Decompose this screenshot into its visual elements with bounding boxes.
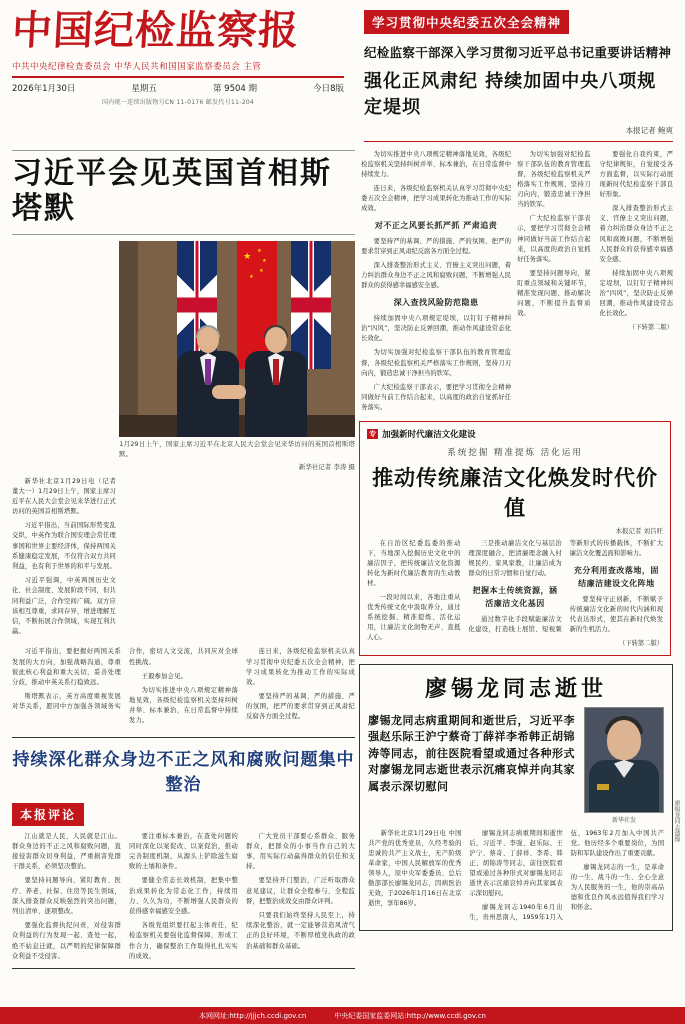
culture-para: 通过数字化手段赋能廉洁文化建设，打造线上展馆、短视频等新形式的传播载体，不断扩大廉洁文化覆盖面和影响力。 (468, 539, 664, 633)
midcol-para: 广大纪检监察干部表示，要把学习贯彻全会精神同做好当前工作结合起来，以高度的政治自觉抓好任务落实。 (361, 383, 512, 411)
commentary-para: 广大党员干部要心系群众、服务群众，把群众的小事当作自己的大事，用实际行动赢得群众的信任和支持。 (246, 832, 356, 871)
midcol-body (361, 150, 511, 413)
photo-credit: 新华社记者 李涛 摄 (298, 462, 356, 471)
obituary-para: 廖锡龙同志病重期间和逝世后，习近平、李强、赵乐际、王沪宁、蔡奇、丁薛祥、李希、韩正、胡锦涛等同志，前往医院看望或通过各种形式对廖锡龙同志逝世表示沉痛哀悼并向其家属表示深切慰问。 (469, 829, 563, 898)
obituary-para: 新华社北京1月29日电 中国共产党的优秀党员，久经考验的忠诚的共产主义战士，无产阶级革命家，中国人民解放军的优秀领导人，原中央军委委员、总后勤部部长廖锡龙同志，因病医治无效，于2026年1月16日在北京逝世，享年86岁。 (368, 829, 462, 908)
lead-para: 习近平指出，当前国际形势变乱交织，中英作为联合国安理会常任理事国和世界主要经济体，保持两国关系健康稳定发展，不仅符合双方共同利益，也有利于世界的和平与发展。 (12, 522, 116, 570)
registration-code: 国内统一连续出版物号CN 11-0176 邮发代号11-204 (101, 99, 255, 106)
commentary-para: 要注重标本兼治，在查处问题的同时深化以案促改、以案促治，推动完善制度机制，从源头上铲除滋生腐败的土壤和条件。 (129, 832, 239, 871)
midcol-subhead: 对不正之风要长抓严抓 严肃追责 (374, 221, 498, 231)
masthead (10, 7, 673, 142)
rightcol-para: 为切实加强对纪检监察干部队伍的教育管理监督，各级纪检监察机关严格落实工作规则，坚持刀刃向内，锻造忠诚干净担当的铁军。 (517, 151, 591, 209)
photo-caption: 1月29日上午，国家主席习近平在北京人民大会堂会见来华访问的英国首相斯塔默。 (119, 440, 356, 458)
top-banner: 学习贯彻中央纪委五次全会精神 (364, 10, 569, 34)
masthead-meta (12, 82, 344, 94)
portrait-side-caption: 廖锡龙同志遗像 (673, 800, 680, 842)
lead-para: 新华社北京1月29日电（记者 董大一）1月29日上午，国家主席习近平在人民大会堂会见来华进行正式访问的英国首相斯塔默。 (12, 477, 116, 516)
culture-tag-label: 加强新时代廉洁文化建设 (382, 429, 476, 440)
paper-title: 中国纪检监察报 (10, 7, 301, 54)
culture-para: 要坚持守正创新，不断赋予传统廉洁文化新的时代内涵和现代表达形式，使其在新时代焕发新的生机活力。 (569, 595, 664, 633)
top-divider (364, 141, 673, 142)
rightcol-continued: （下转第二版） (628, 324, 673, 331)
lead-para: 王毅参加会见。 (141, 672, 188, 680)
commentary-stamp: 本报评论 (12, 803, 84, 826)
culture-para: 在自治区纪委监委的推动下，当地深入挖掘历史文化中的廉洁因子，把传统廉洁文化资源转化为新时代廉洁教育的生动教材。 (367, 539, 461, 588)
culture-kicker: 系统挖掘 精准提炼 活化运用 (447, 447, 583, 458)
midcol-subhead: 深入查找风险防范隐患 (393, 298, 479, 308)
issue-weekday: 星期五 (131, 84, 157, 94)
paper-subtitle: 中共中央纪律检查委员会 中华人民共和国国家监察委员会 主管 (12, 62, 262, 72)
obituary-para: 廖锡龙同志1940年6月出生，贵州思南人，1959年1月入伍，1963年2月加入中国共产党。他历经多个重要岗位，为国防和军队建设作出了重要贡献。 (469, 829, 665, 922)
obituary-portrait-block (584, 707, 664, 824)
rightcol-para: 深入排查整治形式主义、官僚主义突出问题，着力纠治群众身边不正之风和腐败问题，不断增强人民群众的获得感幸福感安全感。 (599, 205, 673, 263)
portrait-credit: 新华社发 (612, 816, 637, 824)
rightcol-para: 要强化自我约束，严守纪律规矩，自觉接受各方面监督，以实际行动展现新时代纪检监察干部良好形象。 (599, 151, 673, 199)
midcol-para: 要坚持严的基调、严的措施、严的氛围，把严的要求贯穿到正风肃纪反腐各方面全过程。 (361, 238, 512, 256)
culture-para: 三是推动廉洁文化与基层治理深度融合，把清廉理念融入村规民约、家风家教，让廉洁成为群众的日常习惯和自觉行动。 (468, 539, 562, 578)
commentary-para: 要坚持开门整治，广泛听取群众意见建议，让群众全程参与、全程监督，把整治成效交由群众评判。 (246, 877, 356, 905)
culture-continued: （下转第二版） (618, 639, 664, 647)
culture-subhead: 充分利用查改落地，固结廉洁建设文化阵地 (573, 565, 659, 588)
lead-para: 习近平强调，中英两国历史文化、社会制度、发展阶段不同，但共同利益广泛，合作空间广阔。双方应该相互尊重，求同存异，增进理解互信，不断拓展合作领域，实现互利共赢。 (12, 577, 116, 636)
commentary-para: 江山就是人民，人民就是江山。群众身边的不正之风和腐败问题，直接侵害群众切身利益，严重损害党群干群关系，必须坚决整治。 (12, 832, 122, 871)
issue-date: 2026年1月30日 (12, 84, 76, 94)
lead-para: 连日来，各级纪检监察机关认真学习贯彻中央纪委五次全会精神，把学习成果转化为推动工作的实际成效。 (246, 648, 356, 686)
rightcol-para: 广大纪检监察干部表示，要把学习贯彻全会精神同做好当前工作结合起来，以高度的政治自觉抓好任务落实。 (517, 215, 591, 263)
lead-body-cont (12, 647, 355, 726)
footer-site-alt[interactable]: 中央纪委国家监委网站:http://www.ccdi.gov.cn (334, 1011, 486, 1020)
tag-mark-icon: 专 (369, 429, 377, 438)
obituary-subtitle: 廖锡龙同志病重期间和逝世后，习近平李强赵乐际王沪宁蔡奇丁薛祥李希韩正胡锦涛等同志，前往医院看望或通过各种形式对廖锡龙同志逝世表示沉痛哀悼并向其家属表示深切慰问 (368, 713, 576, 793)
commentary-title: 持续深化群众身边不正之风和腐败问题集中整治 (12, 749, 355, 795)
top-headline-big: 强化正风肃纪 持续加固中央八项规定堤坝 (364, 71, 657, 118)
rightcol-para: 持续加固中央八项规定堤坝，以钉钉子精神纠治“四风”，坚决防止反弹回潮，推动作风建设常态化长效化。 (599, 269, 673, 317)
page-footer (0, 1007, 685, 1024)
issue-pages: 今日8版 (313, 84, 344, 94)
lead-body (12, 477, 116, 642)
commentary-para: 要强化监督执纪问责，对侵害群众利益的行为发现一起、查处一起，绝不姑息迁就，以严明的纪律保障群众利益不受侵害。 (12, 922, 122, 960)
commentary-para: 要坚持问题导向，紧盯教育、医疗、养老、社保、住房等民生领域，深入排查群众反映强烈的突出问题，列出清单、逐项整改。 (12, 877, 122, 915)
commentary-para: 各级党组织要扛起主体责任，纪检监察机关要强化监督保障，形成工作合力，确保整治工作取得扎扎实实的成效。 (129, 922, 239, 960)
top-byline: 本报记者 鲍爽 (625, 126, 673, 135)
culture-byline: 本报记者 刘吕旺 (615, 526, 664, 535)
commentary-body (12, 832, 355, 969)
lead-photo-block (119, 241, 355, 471)
top-headline-small: 纪检监察干部深入学习贯彻习近平总书记重要讲话精神 (364, 45, 672, 60)
lead-headline: 习近平会见英国首相斯塔默 (12, 150, 355, 235)
commentary-para: 要健全常态长效机制，把集中整治成果转化为常态化工作，持续用力、久久为功，不断增强人民群众的获得感幸福感安全感。 (129, 877, 239, 915)
midcol-para: 为切实加强对纪检监察干部队伍的教育管理监督，各级纪检监察机关严格落实工作规则，坚持刀刃向内，锻造忠诚干净担当的铁军。 (361, 349, 512, 377)
commentary-para: 只要我们始终坚持人民至上，持续深化整治，就一定能够营造风清气正的良好环境，不断厚植党执政的政治基础和群众基础。 (246, 911, 356, 950)
portrait-photo (584, 707, 664, 813)
footer-site[interactable]: 本网网址:http://jjjch.ccdi.gov.cn (198, 1011, 307, 1020)
column-right (517, 150, 673, 969)
lead-para: 斯塔默表示，英方高度重视发展对华关系，愿同中方加强各领域务实合作，密切人文交流，共同应对全球性挑战。 (12, 648, 239, 711)
midcol-para: 为切实推进中央八项规定精神落地见效，各级纪检监察机关坚持纠树并举、标本兼治，在日常监督中持续发力。 (361, 151, 512, 179)
culture-title: 推动传统廉洁文化焕发时代价值 (372, 464, 659, 520)
commentary-article (12, 737, 355, 970)
column-left (12, 150, 355, 969)
masthead-right (352, 10, 673, 142)
culture-subhead: 把握本土传统资源，涵活廉洁文化基因 (472, 586, 558, 608)
midcol-para: 深入排查整治形式主义、官僚主义突出问题，着力纠治群众身边不正之风和腐败问题，不断增强人民群众的获得感幸福感安全感。 (361, 262, 512, 290)
culture-para: 一段时间以来，各地注重从优秀传统文化中汲取养分，通过系统挖掘、精准提炼、活化运用，让廉洁文化润物无声、直抵人心。 (367, 594, 461, 642)
lead-para: 要坚持严的基调、严的措施、严的氛围，把严的要求贯穿到正风肃纪反腐各方面全过程。 (246, 693, 356, 721)
obituary-para: 廖锡龙同志的一生，是革命的一生、战斗的一生、全心全意为人民服务的一生，他的崇高品德和优良作风永远值得我们学习和怀念。 (570, 864, 665, 912)
issue-number: 第 9504 期 (212, 84, 258, 94)
rightcol-para: 要坚持问题导向，紧盯重点领域和关键环节，精准发现问题、推动解决问题，不断提升监督质效。 (517, 269, 591, 317)
rightcol-body (517, 150, 673, 333)
masthead-rule (12, 76, 344, 78)
lead-para: 习近平指出，要把握好两国关系发展的大方向，加强战略沟通，尊重彼此核心利益和重大关切，妥善处理分歧，推动中英关系行稳致远。 (12, 648, 122, 686)
lead-para: 为切实推进中央八项规定精神落地见效，各级纪检监察机关坚持纠树并举、标本兼治，在日常监督中持续发力。 (129, 686, 239, 725)
midcol-para: 持续加固中央八项规定堤坝，以钉钉子精神纠治“四风”，坚决防止反弹回潮，推动作风建设常态化长效化。 (361, 315, 512, 343)
midcol-para: 连日来，各级纪检监察机关认真学习贯彻中央纪委五次全会精神，把学习成果转化为推动工作的实际成效。 (361, 185, 512, 213)
lead-photo: ★ ★ ★ ★ ★ (119, 241, 355, 437)
masthead-left (10, 7, 352, 106)
obituary-title: 廖锡龙同志逝世 (425, 675, 608, 702)
main-grid (12, 150, 673, 969)
